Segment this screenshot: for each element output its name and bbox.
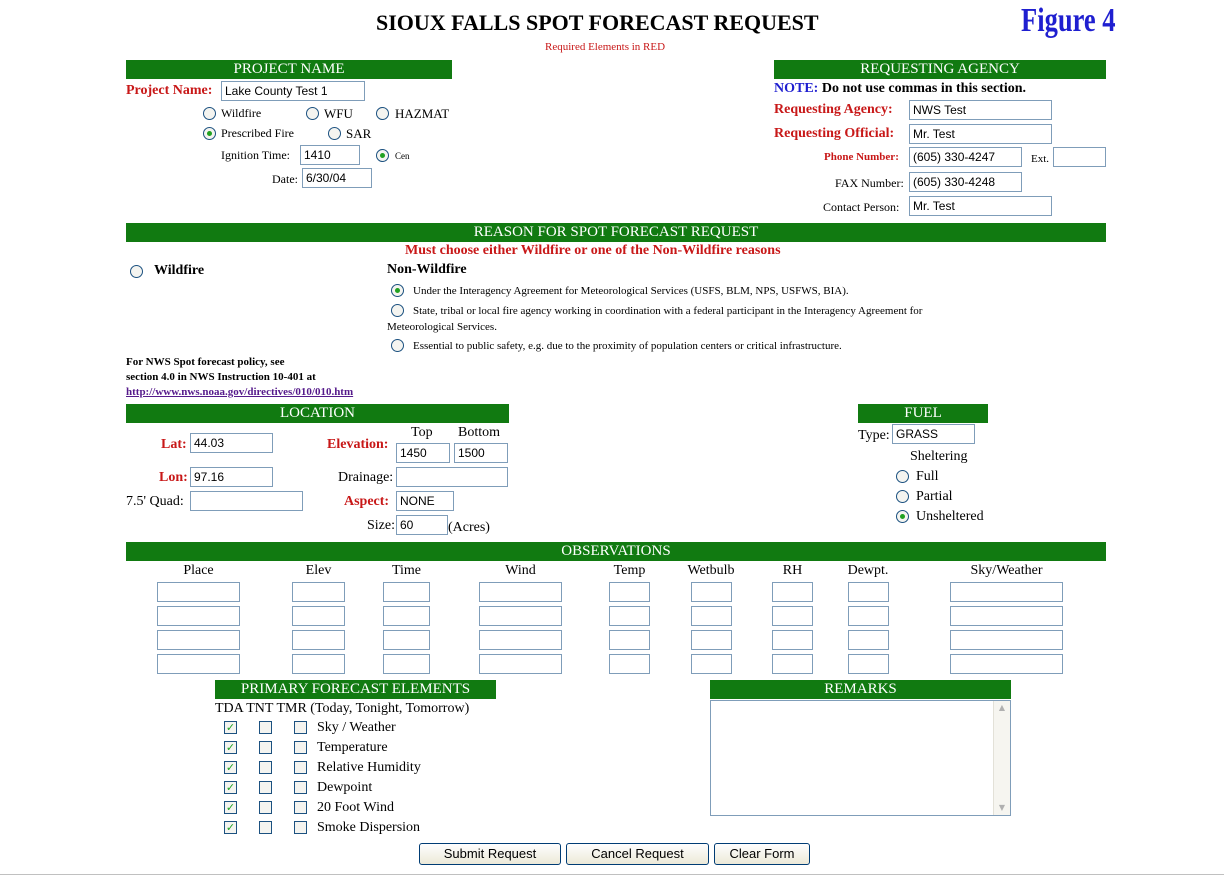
obs-elev-input-4[interactable] xyxy=(292,654,345,674)
sheltering-full-label: Full xyxy=(916,469,939,484)
obs-place-input-3[interactable] xyxy=(157,630,240,650)
elevation-bottom-label: Bottom xyxy=(458,425,501,440)
type-sar-radio[interactable] xyxy=(328,127,341,140)
obs-dewpt-input-2[interactable] xyxy=(848,606,889,626)
project-name-label: Project Name: xyxy=(126,83,213,98)
obs-time-input-4[interactable] xyxy=(383,654,430,674)
forecast-element-label: Smoke Dispersion xyxy=(317,820,421,835)
obs-place-input-4[interactable] xyxy=(157,654,240,674)
requesting-agency-label: Requesting Agency: xyxy=(774,102,893,117)
type-wfu-label: WFU xyxy=(324,106,353,121)
forecast-tmr-checkbox-6[interactable] xyxy=(294,821,307,834)
reason-option2-label-line1: State, tribal or local fire agency working in coordination with a federal participant in the Interagency Agreement for xyxy=(413,305,923,317)
reason-option3-label: Essential to public safety, e.g. due to the proximity of population centers or critical infrastructure. xyxy=(413,340,842,352)
fuel-type-label: Type: xyxy=(858,428,890,443)
policy-text-line2: section 4.0 in NWS Instruction 10-401 at xyxy=(126,371,316,383)
obs-wind-input-4[interactable] xyxy=(479,654,562,674)
size-label: Size: xyxy=(367,518,395,533)
obs-wetbulb-input-2[interactable] xyxy=(691,606,732,626)
reason-option3-radio[interactable] xyxy=(391,339,404,352)
forecast-tda-checkbox-1[interactable]: ✓ xyxy=(225,721,236,734)
forecast-tda-checkbox-6[interactable]: ✓ xyxy=(225,821,236,834)
obs-wetbulb-input-1[interactable] xyxy=(691,582,732,602)
contact-person-label: Contact Person: xyxy=(823,200,900,214)
elevation-label: Elevation: xyxy=(327,437,389,452)
forecast-tmr-checkbox-2[interactable] xyxy=(294,741,307,754)
requesting-agency-input[interactable]: NWS Test xyxy=(909,100,1052,120)
policy-text-line1: For NWS Spot forecast policy, see xyxy=(126,356,285,368)
obs-col-temp: Temp xyxy=(613,563,646,578)
page-title: SIOUX FALLS SPOT FORECAST REQUEST xyxy=(376,10,819,35)
forecast-tnt-checkbox-5[interactable] xyxy=(259,801,272,814)
drainage-input[interactable] xyxy=(396,467,508,487)
obs-temp-input-1[interactable] xyxy=(609,582,650,602)
obs-col-time: Time xyxy=(391,563,422,578)
reason-option1-label: Under the Interagency Agreement for Meteorological Services (USFS, BLM, NPS, USFWS, BIA). xyxy=(413,285,849,297)
project-name-input[interactable]: Lake County Test 1 xyxy=(221,81,365,101)
forecast-element-label: Relative Humidity xyxy=(317,760,421,775)
sheltering-unsheltered-label: Unsheltered xyxy=(916,509,984,524)
forecast-column-header: TDA TNT TMR (Today, Tonight, Tomorrow) xyxy=(215,701,470,716)
size-input[interactable]: 60 xyxy=(396,515,448,535)
forecast-element-label: Temperature xyxy=(317,740,388,755)
obs-col-dewpt: Dewpt. xyxy=(847,563,889,578)
forecast-element-label: 20 Foot Wind xyxy=(317,800,394,815)
requesting-agency-header: REQUESTING AGENCY xyxy=(774,60,1106,79)
elevation-top-label: Top xyxy=(411,425,433,440)
ignition-time-label: Ignition Time: xyxy=(221,148,291,162)
obs-wind-input-3[interactable] xyxy=(479,630,562,650)
ext-label: Ext. xyxy=(1031,153,1050,165)
type-wfu-radio[interactable] xyxy=(306,107,319,120)
must-choose-note: Must choose either Wildfire or one of the Non-Wildfire reasons xyxy=(405,243,781,258)
obs-rh-input-4[interactable] xyxy=(772,654,813,674)
obs-col-wind: Wind xyxy=(505,563,536,578)
requesting-official-label: Requesting Official: xyxy=(774,126,895,141)
remarks-textarea[interactable] xyxy=(710,700,1011,816)
fax-number-input[interactable]: (605) 330-4248 xyxy=(909,172,1022,192)
forecast-element-label: Dewpoint xyxy=(317,780,373,795)
forecast-tnt-checkbox-6[interactable] xyxy=(259,821,272,834)
ext-input[interactable] xyxy=(1053,147,1106,167)
sheltering-label: Sheltering xyxy=(910,449,968,464)
requesting-official-input[interactable]: Mr. Test xyxy=(909,124,1052,144)
size-unit-label: (Acres) xyxy=(448,520,490,535)
scroll-up-arrow-icon[interactable]: ▲ xyxy=(998,703,1006,712)
agency-note-prefix: NOTE: xyxy=(774,81,819,96)
obs-time-input-2[interactable] xyxy=(383,606,430,626)
reason-wildfire-radio[interactable] xyxy=(130,265,143,278)
timezone-cen-label: Cen xyxy=(395,151,410,161)
non-wildfire-label: Non-Wildfire xyxy=(387,262,467,277)
obs-wind-input-1[interactable] xyxy=(479,582,562,602)
forecast-tnt-checkbox-1[interactable] xyxy=(259,721,272,734)
forecast-tmr-checkbox-5[interactable] xyxy=(294,801,307,814)
quad-input[interactable] xyxy=(190,491,303,511)
required-note: Required Elements in RED xyxy=(545,41,666,53)
forecast-tnt-checkbox-3[interactable] xyxy=(259,761,272,774)
sheltering-partial-radio[interactable] xyxy=(896,490,909,503)
obs-wetbulb-input-3[interactable] xyxy=(691,630,732,650)
obs-sky-weather-input-3[interactable] xyxy=(950,630,1063,650)
forecast-element-label: Sky / Weather xyxy=(317,720,396,735)
type-sar-label: SAR xyxy=(346,126,372,141)
lon-label: Lon: xyxy=(159,470,188,485)
clear-form-button[interactable]: Clear Form xyxy=(714,843,810,865)
date-input[interactable]: 6/30/04 xyxy=(302,168,372,188)
forecast-tnt-checkbox-4[interactable] xyxy=(259,781,272,794)
lat-input[interactable]: 44.03 xyxy=(190,433,273,453)
obs-wetbulb-input-4[interactable] xyxy=(691,654,732,674)
ignition-time-input[interactable]: 1410 xyxy=(300,145,360,165)
type-prescribed-fire-label: Prescribed Fire xyxy=(221,126,294,140)
remarks-header: REMARKS xyxy=(710,680,1011,699)
obs-elev-input-2[interactable] xyxy=(292,606,345,626)
drainage-label: Drainage: xyxy=(338,470,394,485)
forecast-tmr-checkbox-1[interactable] xyxy=(294,721,307,734)
obs-wind-input-2[interactable] xyxy=(479,606,562,626)
obs-col-wetbulb: Wetbulb xyxy=(687,563,735,578)
observations-header: OBSERVATIONS xyxy=(126,542,1106,561)
type-wildfire-label: Wildfire xyxy=(221,106,262,120)
location-header: LOCATION xyxy=(126,404,509,423)
type-hazmat-radio[interactable] xyxy=(376,107,389,120)
forecast-tmr-checkbox-3[interactable] xyxy=(294,761,307,774)
obs-rh-input-1[interactable] xyxy=(772,582,813,602)
obs-elev-input-3[interactable] xyxy=(292,630,345,650)
elevation-bottom-input[interactable]: 1500 xyxy=(454,443,508,463)
lat-label: Lat: xyxy=(161,437,187,452)
bottom-divider xyxy=(0,874,1224,875)
forecast-tda-checkbox-2[interactable]: ✓ xyxy=(225,741,236,754)
sheltering-full-radio[interactable] xyxy=(896,470,909,483)
sheltering-partial-label: Partial xyxy=(916,489,953,504)
obs-temp-input-2[interactable] xyxy=(609,606,650,626)
agency-note-text: Do not use commas in this section. xyxy=(821,81,1027,96)
timezone-cen-radio[interactable] xyxy=(376,149,389,162)
obs-dewpt-input-4[interactable] xyxy=(848,654,889,674)
fuel-header: FUEL xyxy=(858,404,988,423)
obs-dewpt-input-3[interactable] xyxy=(848,630,889,650)
cancel-request-button[interactable]: Cancel Request xyxy=(566,843,709,865)
elevation-top-input[interactable]: 1450 xyxy=(396,443,450,463)
forecast-elements-header: PRIMARY FORECAST ELEMENTS xyxy=(215,680,496,699)
quad-label: 7.5' Quad: xyxy=(126,494,184,509)
date-label: Date: xyxy=(272,172,298,186)
obs-rh-input-2[interactable] xyxy=(772,606,813,626)
forecast-tda-checkbox-4[interactable]: ✓ xyxy=(225,781,236,794)
obs-temp-input-4[interactable] xyxy=(609,654,650,674)
obs-col-rh: RH xyxy=(782,563,803,578)
reason-option1-radio[interactable] xyxy=(391,284,404,297)
lon-input[interactable]: 97.16 xyxy=(190,467,273,487)
figure-label: Figure 4 xyxy=(1021,2,1116,39)
reason-wildfire-label: Wildfire xyxy=(154,263,205,278)
fax-number-label: FAX Number: xyxy=(835,176,904,190)
aspect-label: Aspect: xyxy=(344,494,390,509)
forecast-tmr-checkbox-4[interactable] xyxy=(294,781,307,794)
reason-option2-label-line2: Meteorological Services. xyxy=(387,321,497,333)
reason-header: REASON FOR SPOT FORECAST REQUEST xyxy=(126,223,1106,242)
obs-place-input-1[interactable] xyxy=(157,582,240,602)
agency-note xyxy=(774,81,1026,97)
aspect-input[interactable]: NONE xyxy=(396,491,454,511)
obs-temp-input-3[interactable] xyxy=(609,630,650,650)
type-wildfire-radio[interactable] xyxy=(203,107,216,120)
type-hazmat-label: HAZMAT xyxy=(395,106,450,121)
obs-rh-input-3[interactable] xyxy=(772,630,813,650)
reason-option2-radio[interactable] xyxy=(391,304,404,317)
obs-col-place: Place xyxy=(183,563,214,578)
obs-dewpt-input-1[interactable] xyxy=(848,582,889,602)
type-prescribed-fire-radio[interactable] xyxy=(203,127,216,140)
forecast-tda-checkbox-3[interactable]: ✓ xyxy=(225,761,236,774)
remarks-scrollbar[interactable] xyxy=(993,701,1010,815)
submit-request-button[interactable]: Submit Request xyxy=(419,843,561,865)
forecast-tnt-checkbox-2[interactable] xyxy=(259,741,272,754)
obs-place-input-2[interactable] xyxy=(157,606,240,626)
forecast-tda-checkbox-5[interactable]: ✓ xyxy=(225,801,236,814)
fuel-type-input[interactable]: GRASS xyxy=(892,424,975,444)
obs-col-sky-weather: Sky/Weather xyxy=(970,563,1043,578)
obs-time-input-3[interactable] xyxy=(383,630,430,650)
phone-number-input[interactable]: (605) 330-4247 xyxy=(909,147,1022,167)
obs-time-input-1[interactable] xyxy=(383,582,430,602)
project-name-header: PROJECT NAME xyxy=(126,60,452,79)
phone-number-label: Phone Number: xyxy=(824,151,899,163)
sheltering-unsheltered-radio[interactable] xyxy=(896,510,909,523)
scroll-down-arrow-icon[interactable]: ▼ xyxy=(998,803,1006,812)
obs-sky-weather-input-2[interactable] xyxy=(950,606,1063,626)
obs-col-elev: Elev xyxy=(305,563,332,578)
obs-sky-weather-input-1[interactable] xyxy=(950,582,1063,602)
policy-link[interactable]: http://www.nws.noaa.gov/directives/010/010.htm xyxy=(126,386,354,398)
obs-elev-input-1[interactable] xyxy=(292,582,345,602)
obs-sky-weather-input-4[interactable] xyxy=(950,654,1063,674)
contact-person-input[interactable]: Mr. Test xyxy=(909,196,1052,216)
